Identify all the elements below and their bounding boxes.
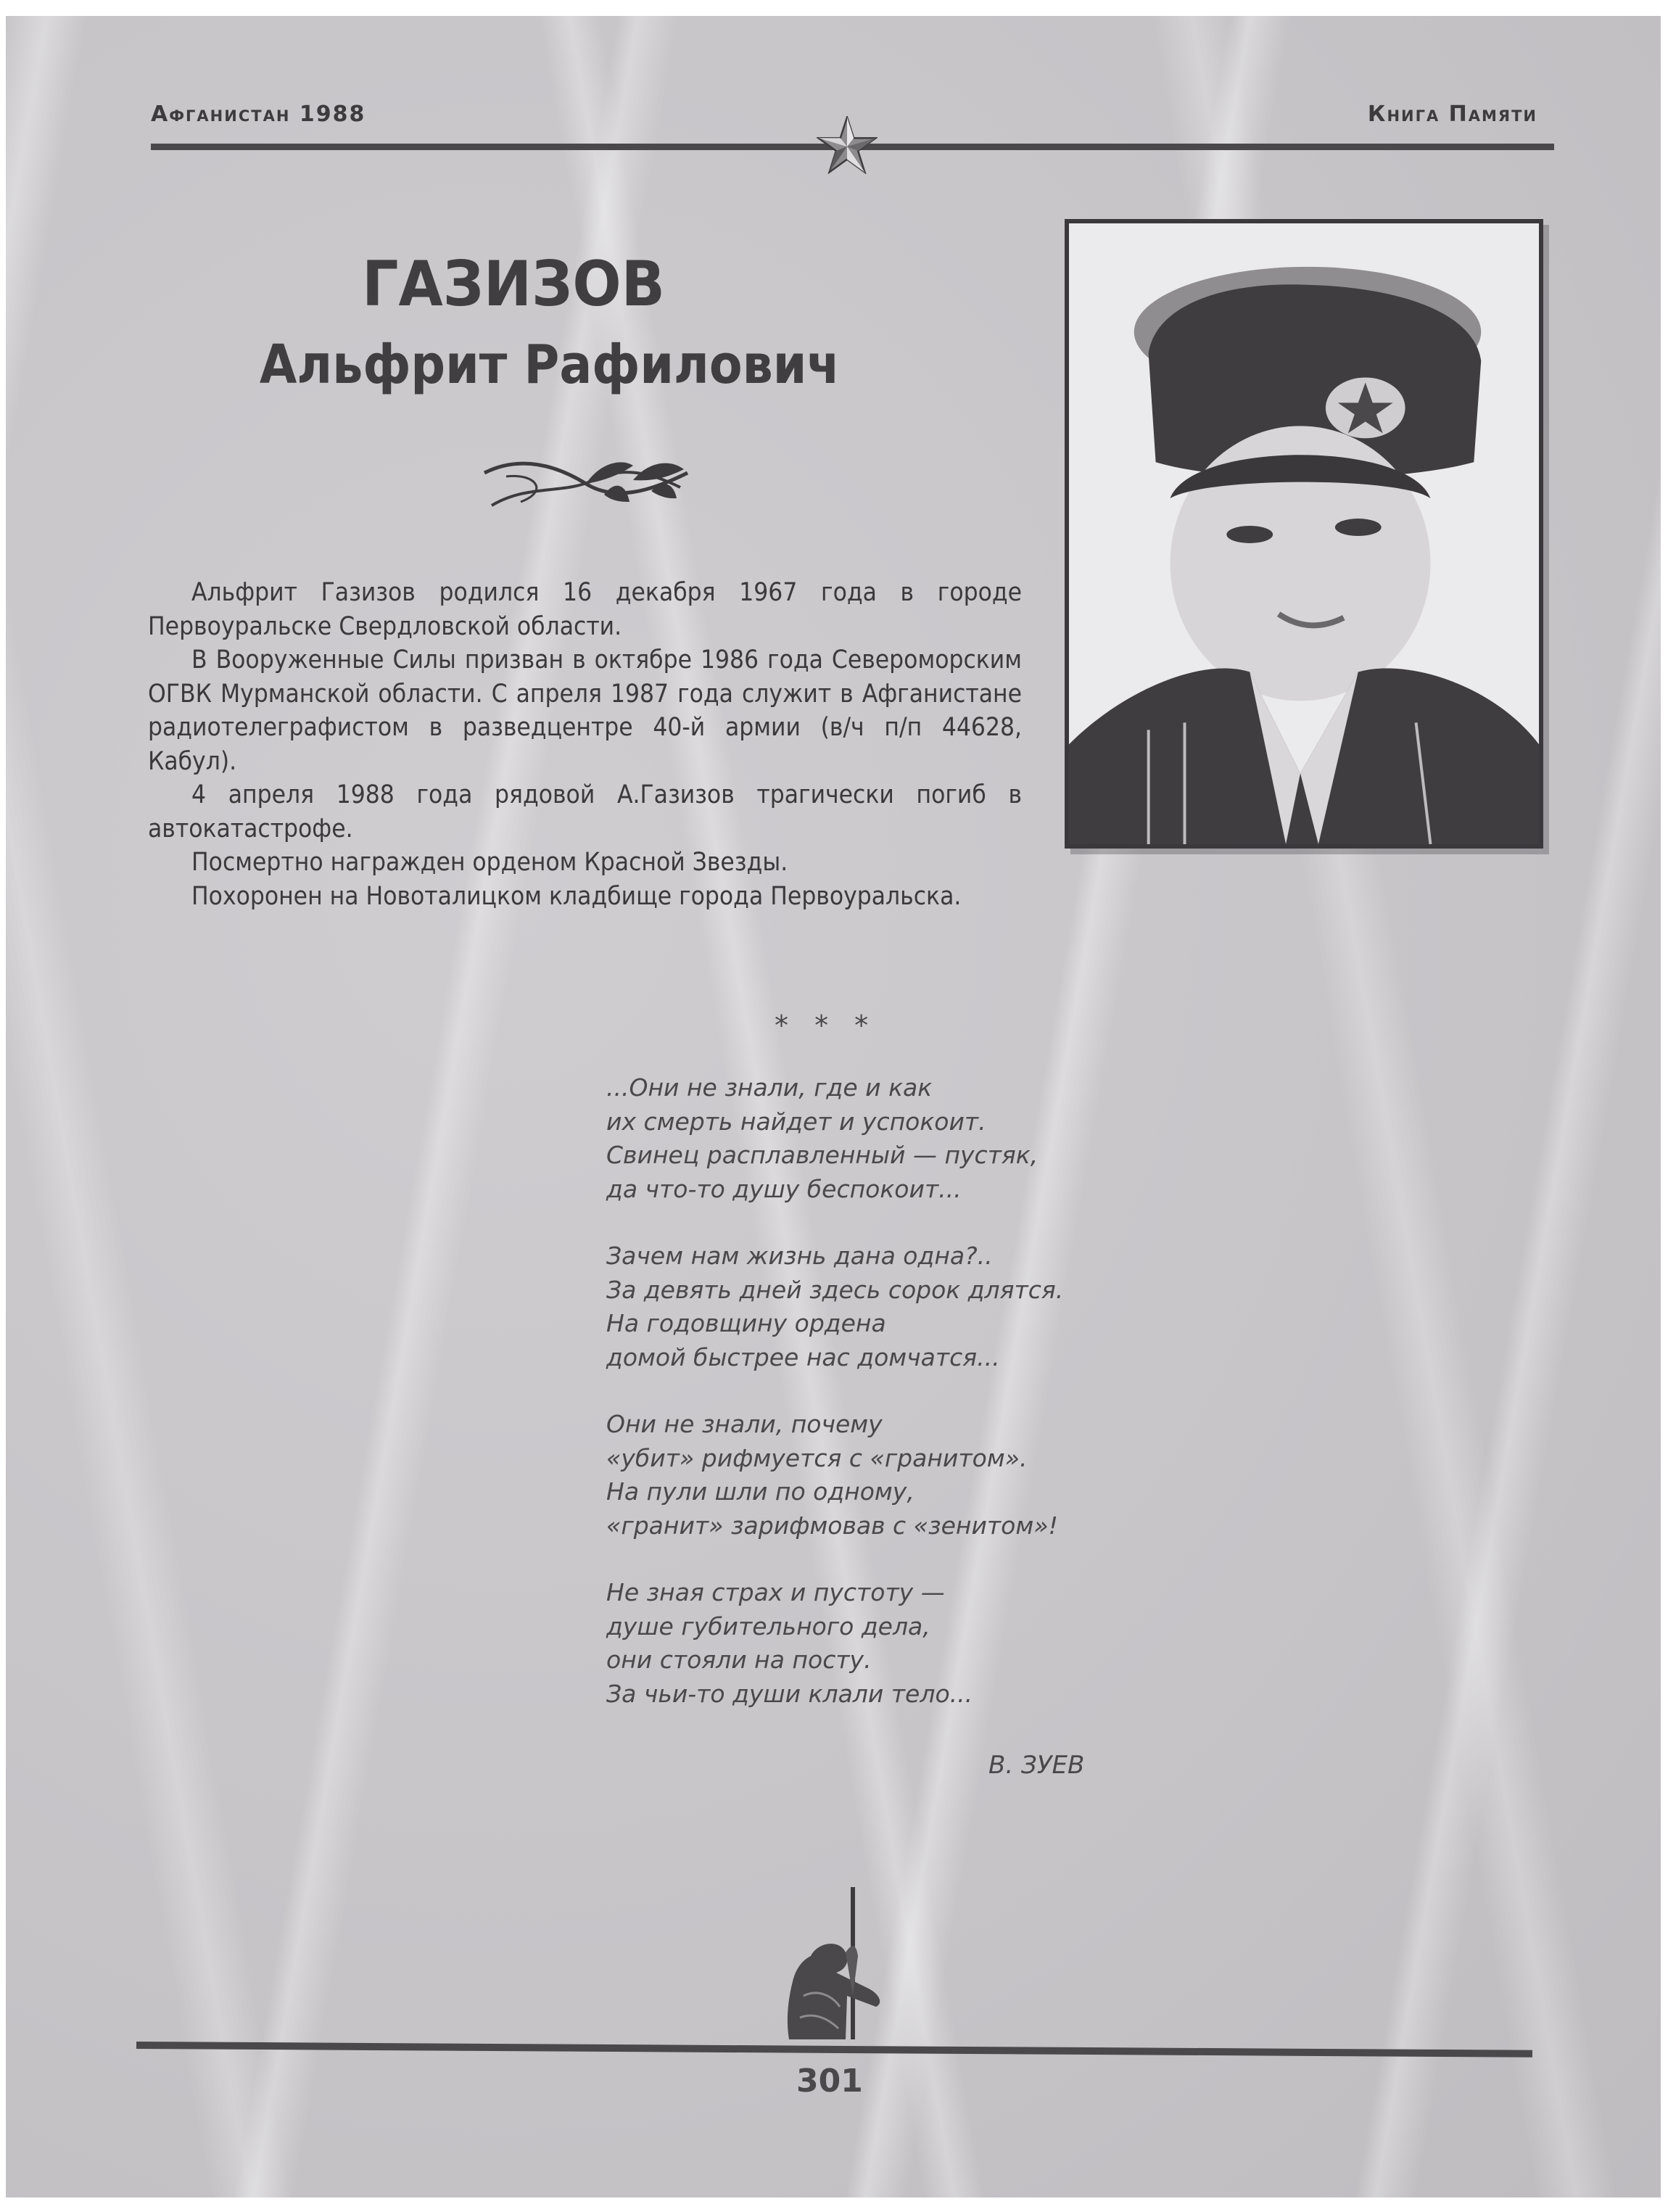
poem-stanza <box>606 1071 1259 1206</box>
floral-ornament-icon <box>477 451 702 516</box>
poem-stanza <box>606 1408 1259 1543</box>
portrait-photo <box>1065 219 1543 849</box>
footer-rule <box>136 2042 1532 2058</box>
bio-paragraph: Похоронен на Новоталицком кладбище города Первоуральска. <box>191 881 962 911</box>
poem-line: «гранит» зарифмовав с «зенитом»! <box>606 1511 1058 1540</box>
bio-paragraph: Альфрит Газизов родился 16 декабря 1967 года в городе Первоуральске Свердловской области. <box>148 578 1022 641</box>
surname-heading: ГАЗИЗОВ <box>362 248 665 321</box>
poem-line: ...Они не знали, где и как <box>606 1073 933 1102</box>
page-number: 301 <box>796 2063 863 2100</box>
bio-paragraph: 4 апреля 1988 года рядовой А.Газизов трагически погиб в автокатастрофе. <box>148 780 1022 843</box>
book-page <box>6 16 1661 2197</box>
poem-line: да что-то душу беспокоит... <box>606 1174 962 1203</box>
given-names-heading: Альфрит Рафилович <box>259 334 841 396</box>
running-header-left: Афганистан 1988 <box>151 102 366 127</box>
bio-paragraph: В Вооруженные Силы призван в октябре 1986 года Североморским ОГВК Мурманской области. С апреля 1987 года служит в Афганистане радиотелеграфистом в разведцентре 40-й армии (в/ч п/п 44628, Кабул). <box>148 645 1022 776</box>
poem-line: душе губительного дела, <box>606 1611 930 1641</box>
poem-line: Свинец расплавленный — пустяк, <box>606 1141 1039 1169</box>
poem-line: Они не знали, почему <box>606 1410 883 1438</box>
poem-line: их смерть найдет и успокоит. <box>606 1107 986 1136</box>
poem-line: Не зная страх и пустоту — <box>606 1578 945 1606</box>
kneeling-soldier-icon <box>760 1887 905 2039</box>
poem <box>606 1071 1259 1744</box>
poem-line: На годовщину ордена <box>606 1309 886 1337</box>
bio-paragraph: Посмертно награжден орденом Красной Звезды. <box>191 848 788 877</box>
poem-separator: * * * <box>775 1010 878 1041</box>
poem-stanza <box>606 1239 1259 1374</box>
poem-line: «убит» рифмуется с «гранитом». <box>606 1443 1028 1472</box>
poem-line: Зачем нам жизнь дана одна?.. <box>606 1242 993 1270</box>
poem-line: домой быстрее нас домчатся... <box>606 1342 1000 1371</box>
poem-line: За девять дней здесь сорок длятся. <box>606 1275 1064 1304</box>
poem-line: На пули шли по одному, <box>606 1477 914 1506</box>
star-icon <box>817 116 878 174</box>
poem-author: В. ЗУЕВ <box>988 1751 1085 1780</box>
poem-line: они стояли на посту. <box>606 1646 872 1674</box>
poem-line: За чьи-то души клали тело... <box>606 1679 973 1708</box>
running-header-right: Книга Памяти <box>1367 102 1537 127</box>
biography-text <box>148 576 1022 913</box>
poem-stanza <box>606 1576 1259 1711</box>
